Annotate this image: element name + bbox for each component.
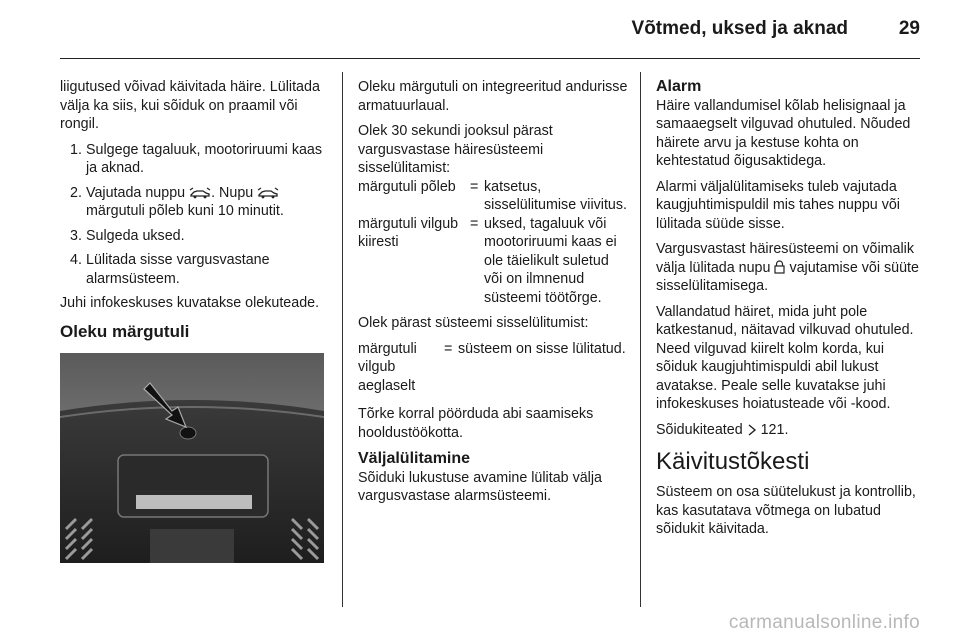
car-tilt-sensor-icon bbox=[257, 187, 279, 199]
step-text: . Nupu bbox=[211, 184, 254, 201]
section-heading-deactivation: Väljalülitamine bbox=[358, 450, 471, 467]
column-2 bbox=[358, 78, 628, 513]
header-rule bbox=[60, 58, 920, 59]
step-text: Sulgeda uksed. bbox=[86, 227, 185, 244]
term-cell: märgutuli vilgub kiiresti bbox=[358, 215, 459, 250]
column-3 bbox=[656, 78, 924, 546]
text: Vargusvastast häiresüsteemi on võimalik välja lülitada nupu bbox=[656, 241, 914, 276]
paragraph: Alarmi väljalülitamiseks tuleb vajutada kaugjuhtimispuldil mis tahes nuppu või lülitada süüde sisse. bbox=[656, 178, 900, 232]
text: vajutamise või süüte sisselülitamisega. bbox=[656, 259, 919, 294]
section-heading-alarm: Alarm bbox=[656, 78, 702, 95]
column-1 bbox=[60, 78, 328, 563]
list-item bbox=[60, 251, 328, 288]
section-heading-immobiliser: Käivitustõkesti bbox=[656, 448, 810, 475]
cross-reference[interactable] bbox=[656, 421, 924, 440]
table-row bbox=[358, 178, 628, 215]
definition-cell: uksed, tagaluuk või mootoriruumi kaas ei ole täielikult suletud või on ilmnenud süsteemi töötõrge. bbox=[484, 215, 617, 306]
column-divider-2 bbox=[640, 72, 641, 607]
list-item bbox=[60, 184, 328, 221]
text: 121. bbox=[760, 421, 789, 438]
step-text: märgutuli põleb kuni 10 minutit. bbox=[86, 203, 284, 219]
table-row bbox=[358, 340, 628, 396]
after-paragraph: Juhi infokeskuses kuvatakse olekuteade. bbox=[60, 295, 320, 311]
definition-cell: katsetus, sisselülitumise viivitus. bbox=[484, 178, 628, 213]
step-number: 4. bbox=[70, 252, 82, 268]
page-reference-arrow-icon bbox=[747, 424, 757, 436]
step-number: 1. bbox=[70, 141, 82, 158]
paragraph: Olek 30 sekundi jooksul pärast vargusvastase häiresüsteemi sisselülitamist: bbox=[358, 123, 553, 176]
paragraph: Olek pärast süsteemi sisselülitumist: bbox=[358, 315, 589, 331]
equals-cell: = bbox=[444, 340, 453, 357]
equals-cell: = bbox=[470, 215, 479, 232]
list-item bbox=[60, 141, 328, 178]
step-text: Lülitada sisse vargusvastane alarmsüsteem. bbox=[86, 252, 270, 287]
table-row bbox=[358, 215, 628, 308]
status-table-1 bbox=[358, 178, 628, 308]
watermark: carmanualsonline.info bbox=[728, 612, 920, 633]
section-heading-status-light: Oleku märgutuli bbox=[60, 321, 190, 341]
column-divider-1 bbox=[342, 72, 343, 607]
term-cell: märgutuli põleb bbox=[358, 178, 456, 195]
page-number: 29 bbox=[898, 18, 920, 39]
paragraph: Süsteem on osa süütelukust ja kontrollib, kas kasutatava võtmega on lubatud sõidukit käivitada. bbox=[656, 484, 916, 537]
list-item bbox=[60, 227, 328, 246]
step-text: Sulgege tagaluuk, mootoriruumi kaas ja aknad. bbox=[86, 141, 323, 176]
equals-cell: = bbox=[470, 178, 479, 195]
status-table-2 bbox=[358, 340, 628, 396]
paragraph: Sõiduki lukustuse avamine lülitab välja vargusvastase alarmsüsteemi. bbox=[358, 469, 602, 504]
paragraph: Vallandatud häiret, mida juht pole katkestanud, näitavad vilkuvad ohutuled. Need vilguvad kiirelt kolm korda, kui sõiduk kaugjuhtimispuldi abil lukust avatakse. Peale selle kuvatakse juhi infokeskuses hoiatusteade või -kood. bbox=[656, 303, 914, 412]
chapter-title: Võtmed, uksed ja aknad bbox=[631, 18, 848, 39]
step-number: 2. bbox=[70, 184, 82, 201]
text: Sõidukiteated bbox=[656, 421, 743, 438]
paragraph bbox=[656, 240, 924, 296]
paragraph: Häire vallandumisel kõlab helisignaal ja samaaegselt vilguvad ohutuled. Nõuded häirete arvu ja kestuse kohta on kehtestatud õigusaktidega. bbox=[656, 97, 911, 169]
car-tilt-sensor-icon bbox=[189, 187, 211, 199]
step-number: 3. bbox=[70, 227, 82, 244]
step-text: Vajutada nuppu bbox=[86, 184, 186, 201]
paragraph: Tõrke korral pöörduda abi saamiseks hooldustöökotta. bbox=[358, 406, 594, 441]
intro-paragraph: liigutused võivad käivitada häire. Lülitada välja ka siis, kui sõiduk on praamil või rongil. bbox=[60, 79, 320, 132]
page-header bbox=[0, 0, 960, 60]
definition-cell: süsteem on sisse lülitatud. bbox=[458, 340, 626, 357]
paragraph: Oleku märgutuli on integreeritud andurisse armatuurlaual. bbox=[358, 79, 628, 114]
term-cell: märgutuli vilgub aeglaselt bbox=[358, 340, 417, 394]
steps-list bbox=[60, 141, 328, 289]
dashboard-sensor-photo bbox=[60, 353, 324, 563]
padlock-icon bbox=[774, 260, 785, 274]
